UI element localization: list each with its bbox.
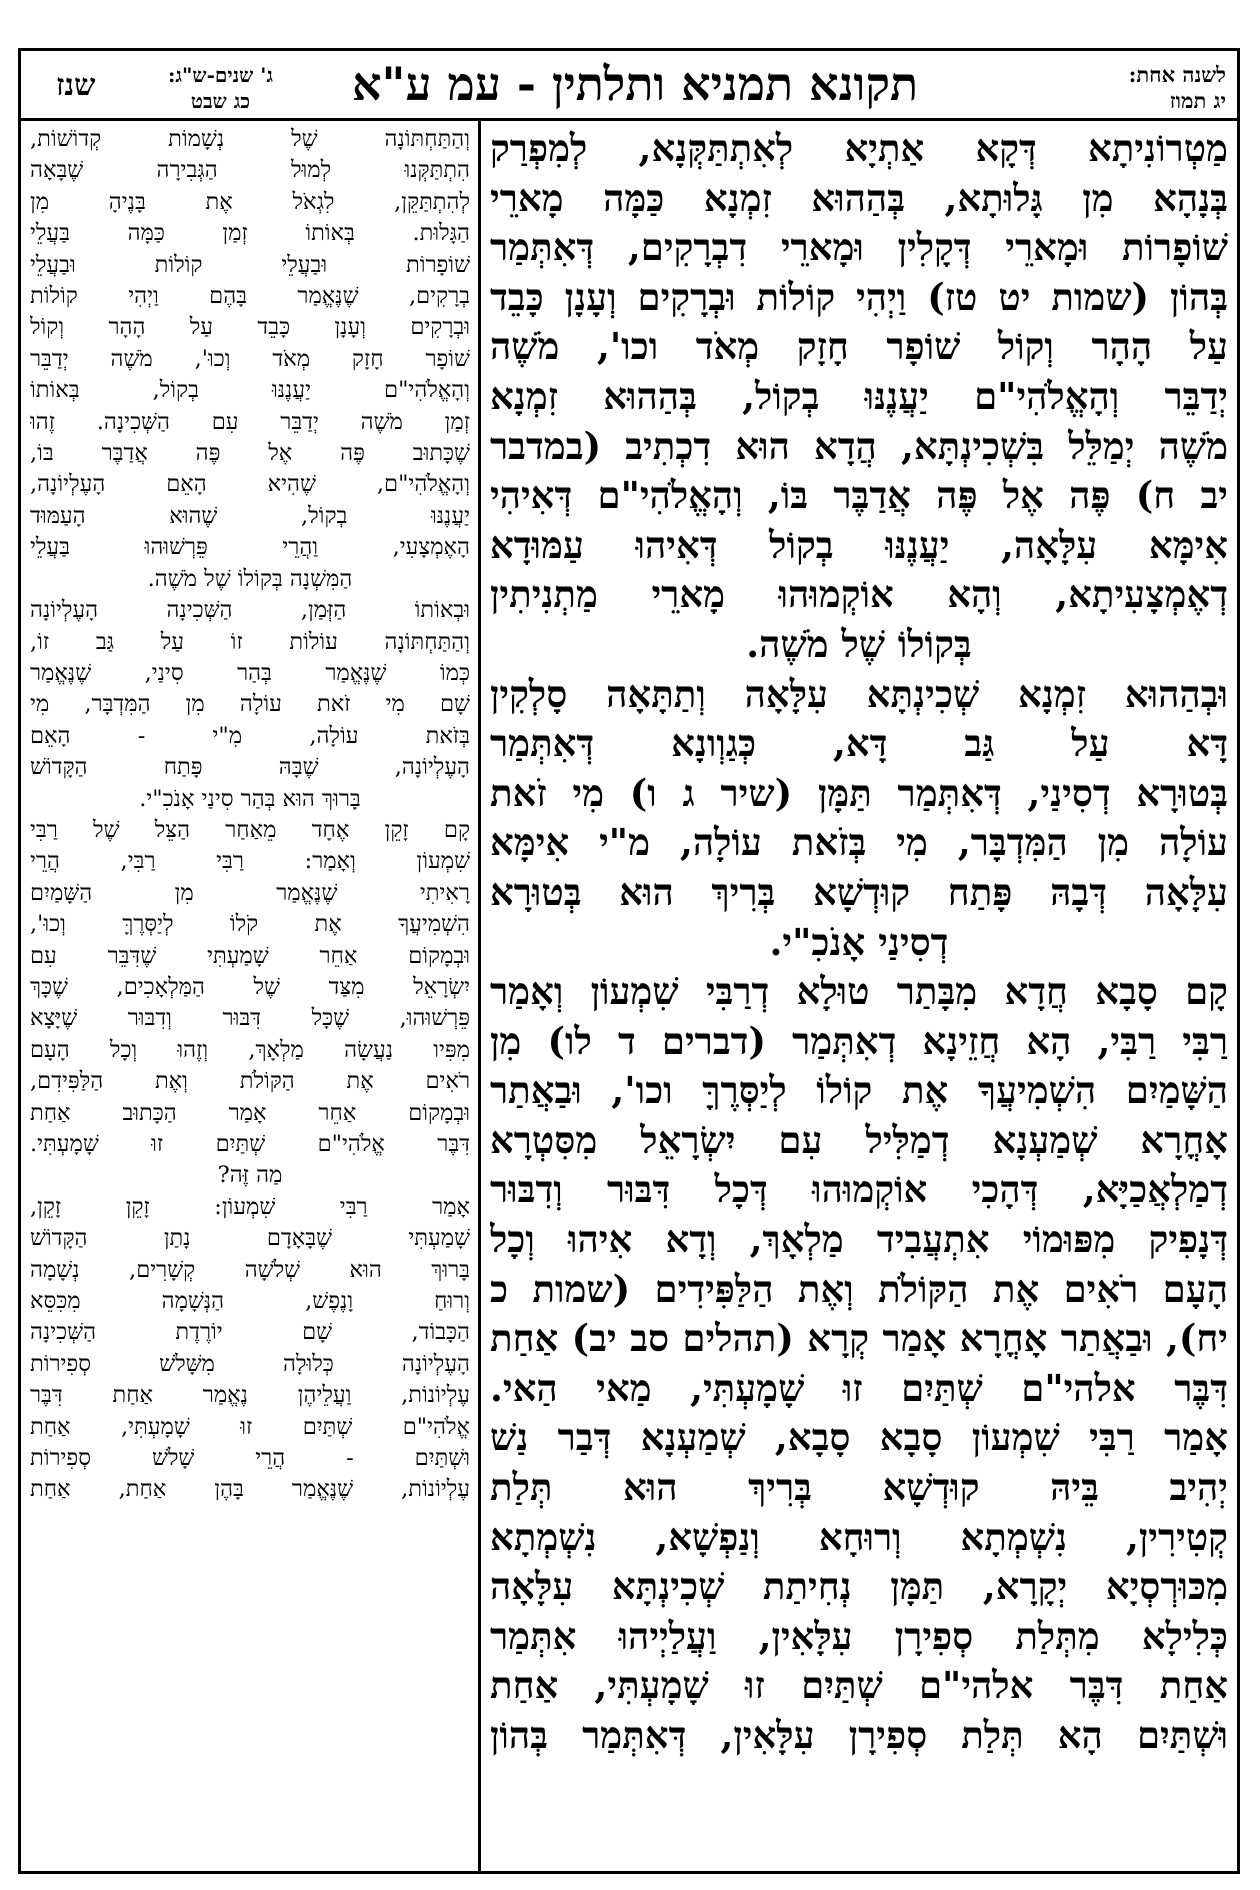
translation-column bbox=[30, 124, 470, 1864]
main-text-line: בְּקוֹלוֹ שֶׁל מֹשֶׁה. bbox=[746, 621, 972, 666]
header-schedule-one-year bbox=[1129, 62, 1226, 114]
header-right-line2: יג תמוז bbox=[1169, 88, 1226, 113]
side-text-line: אָמַר רַבִּי שִׁמְעוֹן: זָקֵן זָקֵן, bbox=[30, 1193, 470, 1220]
side-text-line: דִּבֶּר אֱלֹהִי"ם שְׁתַּיִם זוּ שָׁמָעְתִּי. bbox=[30, 1131, 470, 1157]
header-rule bbox=[18, 118, 1240, 121]
main-text-line: דְסִינַי אָנֹכִ"י. bbox=[769, 919, 949, 964]
header-right-line1: לשנה אחת: bbox=[1128, 62, 1226, 87]
side-text-line: הָעֶלְיוֹנָה כְּלוּלָה מִשָּׁלֹשׁ סְפִירוֹת bbox=[30, 1350, 470, 1377]
main-text-line: אָחֳרָא שְׁמַעְנָא דְמַלִּיל עִם יִשְׂרָאֵל מִסִּטְרָא bbox=[490, 1117, 1228, 1162]
side-text-line: שֶׁכָּתוּב פֶּה אֶל פֶּה אֲדַבֶּר בּוֹ, bbox=[30, 440, 470, 467]
side-text-line: וְהָאֱלֹהִי"ם, שֶׁהִיא הָאֵם הָעֶלְיוֹנָה, bbox=[30, 471, 470, 498]
main-text-line: מֹשֶׁה יְמַלֵּל בִּשְׁכִינְתָּא, הֲדָא הוּא דִכְתִיב (במדבר bbox=[490, 423, 1228, 468]
side-text-line: שׁוֹפָרוֹת וּבַעֲלֵי קוֹלוֹת וּבַעֲלֵי bbox=[30, 251, 470, 278]
side-text-line: יִשְׂרָאֵל מִצַּד שֶׁל הַמַּלְאָכִים, שֶׁכָּךְ bbox=[30, 973, 470, 1000]
main-text-line: דִּבֶּר אלהי"ם שְׁתַּיִם זוּ שָׁמָעְתִּי, מַאי הַאי. bbox=[490, 1365, 1228, 1410]
side-text-line: וּבְמָקוֹם אַחֵר שָׁמַעְתִּי שֶׁדִּבֵּר עִם bbox=[30, 942, 470, 969]
page-title: תקונא תמניא ותלתין - עמ ע"א bbox=[352, 57, 918, 111]
side-text-line: וְרוּחַ וָנֶפֶשׁ, הַנְּשָׁמָה מִכִּסֵּא bbox=[30, 1288, 470, 1315]
side-text-line: בְּזֹאת עוֹלָה, מִ"י - הָאֵם bbox=[30, 722, 470, 749]
side-text-line: שָׁם מִי זֹאת עוֹלָה מִן הַמִּדְבָּר, מִי bbox=[30, 691, 470, 718]
main-text-line: דָּא עַל גַּב דָּא, כְּגַוְונָא דְּאִתְּמַר bbox=[490, 721, 1228, 766]
page-header bbox=[18, 0, 1240, 113]
main-text-line: הָעָם רֹאִים אֶת הַקּוֹלֹת וְאֶת הַלַּפִּידִים (שמות כ bbox=[490, 1266, 1228, 1311]
side-text-line: וּשְׁתַּיִם - הֲרֵי שָׁלֹשׁ סְפִירוֹת bbox=[30, 1445, 470, 1472]
side-text-line: שִׁמְעוֹן וְאָמַר: רַבִּי רַבִּי, הֲרֵי bbox=[30, 848, 470, 875]
side-text-line: בְרָקִים, שֶׁנֶּאֱמַר בָּהֶם וַיְהִי קוֹלוֹת bbox=[30, 283, 470, 310]
main-text-line: יְהִיב בֵּיהּ קוּדְשָׁא בְּרִיךְ הוּא תְּלַת bbox=[490, 1465, 1228, 1510]
side-text-line: שָׁמַעְתִּי שֶׁבָּאָדָם נָתַן הַקָּדוֹשׁ bbox=[30, 1225, 470, 1252]
main-text-column bbox=[490, 124, 1228, 1864]
side-text-line: הָאֶמְצָעִי, וַהֲרֵי פֵּרְשׁוּהוּ בַּעֲלֵי bbox=[30, 534, 470, 561]
main-text-line: הַשָּׁמַיִם הִשְׁמִיעֲךָ אֶת קוֹלוֹ לְיַסְּרֶךָּ וכו', וּבַאֲתַר bbox=[490, 1068, 1228, 1113]
main-text-line: וּשְׁתַּיִם הָא תְּלַת סְפִירָן עִלָּאִין, דְּאִתְּמַר בְּהוֹן bbox=[490, 1713, 1228, 1757]
side-text-line: הִשְׁמִיעֲךָ אֶת קֹלוֹ לְיַסְּרֶךָּ וְכוּ', bbox=[30, 911, 470, 938]
main-text-line: קְטִירִין, נִשְׁמְתָא וְרוּחָא וְנַפְשָׁא, נִשְׁמְתָא bbox=[490, 1514, 1228, 1559]
main-text-line: יח), וּבַאֲתַר אָחֳרָא אָמַר קְרָא (תהלים סב יב) אַחַת bbox=[490, 1316, 1228, 1361]
main-text-line: עִלָּאָה דְּבָהּ פָּתַח קוּדְשָׁא בְּרִיךְ הוּא בְּטוּרָא bbox=[490, 869, 1228, 914]
main-text-line: אַחַת דִּבֶּר אלהי"ם שְׁתַּיִם זוּ שָׁמָעְתִּי, אַחַת bbox=[490, 1663, 1228, 1708]
side-text-line: וּבְאוֹתוֹ הַזְּמַן, הַשְּׁכִינָה הָעֶלְיוֹנָה bbox=[30, 597, 470, 624]
side-text-line: יַעֲנֶנּוּ בְקוֹל, שֶׁהוּא הָעַמּוּד bbox=[30, 502, 470, 529]
side-text-line: בָּרוּךְ הוּא שְׁלֹשָׁה קְשָׁרִים, נְשָׁמָה bbox=[30, 1256, 470, 1283]
main-text-line: מִכּוּרְסְיָא יְקָרָא, תַּמָּן נְחִיתַת שְׁכִינְתָּא עִלָּאָה bbox=[490, 1564, 1228, 1609]
side-text-line: אֱלֹהִי"ם שְׁתַּיִם זוּ שָׁמָעְתִּי, אַחַת bbox=[30, 1413, 470, 1440]
side-text-line: רָאִיתִי שֶׁנֶּאֱמַר מִן הַשָּׁמַיִם bbox=[30, 879, 470, 906]
page-number: שנז bbox=[56, 68, 96, 103]
column-divider bbox=[478, 118, 481, 1874]
side-text-line: שׁוֹפָר חָזָק מְאֹד וְכוּ', מֹשֶׁה יְדַבֵּר bbox=[30, 345, 470, 372]
side-text-line: עֶלְיוֹנוֹת, וַעֲלֵיהֶן נֶאֱמַר אַחַת דִּבֶּר bbox=[30, 1382, 470, 1409]
main-text-line: יב ח) פֶּה אֶל פֶּה אֲדַבֶּר בּוֹ, וְהָאֱלֹהִי"ם דְּאִיהִי bbox=[490, 473, 1228, 518]
main-text-line: בְּהוֹן (שמות יט טז) וַיְהִי קוֹלוֹת וּבְרָקִים וְעָנָן כָּבֵד bbox=[490, 274, 1228, 319]
side-text-line: רֹאִים אֶת הַקּוֹלֹת וְאֶת הַלַּפִּידִם, bbox=[30, 1068, 470, 1095]
main-text-line: קָם סָבָא חֲדָא מִבָּתַר טוּלָא דְרַבִּי שִׁמְעוֹן וְאָמַר bbox=[490, 969, 1228, 1014]
header-left-line1: ג' שנים-ש"ג: bbox=[168, 63, 273, 87]
side-text-line: וְהַתַּחְתּוֹנָה שֶׁל נְשָׁמוֹת קְדוֹשׁוֹת, bbox=[30, 126, 470, 152]
main-text-line: עוֹלָה מִן הַמִּדְבָּר, מִי בְּזֹאת עוֹלָה, מ"י אִימָּא bbox=[490, 820, 1228, 865]
side-text-line: פֵּרְשׁוּהוּ, שֶׁכָּל דִּבּוּר וְדִבּוּר שֶׁיָּצָא bbox=[30, 1005, 470, 1032]
main-text-line: אִימָּא עִלָּאָה, יַעֲנֶנּוּ בְקוֹל דְּאִיהוּ עַמּוּדָא bbox=[490, 522, 1228, 567]
side-text-line: הִתְתַּקְּנוּ לְמוּל הַגְּבִירָה שֶׁבָּאָה bbox=[30, 157, 470, 184]
main-text-line: וּבְהַהוּא זִמְנָא שְׁכִינְתָּא עִלָּאָה וְתַתָּאָה סָלְקִין bbox=[490, 671, 1228, 716]
main-text-line: דְּנָפִיק מִפּוּמוֹי אִתְעֲבִיד מַלְאָךְ, וְדָא אִיהוּ וְכָל bbox=[490, 1217, 1228, 1262]
side-text-line: לְהִתְתַּקֵּן, לִגְאֹל אֶת בָּנֶיהָ מִן bbox=[30, 188, 470, 215]
header-schedule-three-years bbox=[168, 62, 273, 114]
side-text-line: קָם זָקֵן אֶחָד מֵאַחַר הַצֵּל שֶׁל רַבִּי bbox=[30, 816, 470, 843]
side-text-line: הַכָּבוֹד, שָׁם יוֹרֶדֶת הַשְּׁכִינָה bbox=[30, 1319, 470, 1346]
side-text-line: מִפִּיו נַעֲשָׂה מַלְאָךְ, וְזֶהוּ וְכָל הָעָם bbox=[30, 1036, 470, 1063]
side-text-line: זְמַן מֹשֶׁה יְדַבֵּר עִם הַשְּׁכִינָה. זֶהוּ bbox=[30, 408, 470, 435]
main-text-line: דְאֶמְצָעִיתָא, וְהָא אוֹקְמוּהוּ מָארֵי מַתְנִיתִין bbox=[490, 572, 1228, 617]
side-text-line: עֶלְיוֹנוֹת, שֶׁנֶּאֱמַר בָּהֶן אַחַת, אַחַת bbox=[30, 1476, 470, 1503]
side-text-line: כְּמוֹ שֶׁנֶּאֱמַר בְּהַר סִינַי, שֶׁנֶּאֱמַר bbox=[30, 659, 470, 686]
main-text-line: מַטְרוֹנִיתָא דְּקָא אַתְיָא לְאִתְתַּקְּנָא, לְמִפְרַק bbox=[490, 126, 1228, 170]
side-text-line: וּבְרָקִים וְעָנָן כָּבֵד עַל הָהָר וְקוֹל bbox=[30, 314, 470, 341]
side-text-line: וּבְמָקוֹם אַחֵר אָמַר הַכָּתוּב אַחַת bbox=[30, 1099, 470, 1126]
side-text-line: הָעֶלְיוֹנָה, שֶׁבָּהּ פָּתַח הַקָּדוֹשׁ bbox=[30, 754, 470, 781]
main-text-line: רַבִּי רַבִּי, הָא חֲזֵינָא דְאִתְּמַר (דברים ד לו) מִן bbox=[490, 1018, 1228, 1063]
side-text-line: מַה זֶּה? bbox=[217, 1162, 283, 1189]
header-left-line2: כג שבט bbox=[190, 89, 251, 113]
main-text-line: עַל הָהָר וְקוֹל שׁוֹפָר חָזָק מְאֹד וכו', מֹשֶׁה bbox=[490, 324, 1228, 369]
main-text-line: יְדַבֵּר וְהָאֱלֹהִי"ם יַעֲנֶנּוּ בְקוֹל, בְּהַהוּא זִמְנָא bbox=[490, 373, 1228, 418]
main-text-line: בְּטוּרָא דְסִינַי, דְּאִתְּמַר תַּמָּן (שיר ג ו) מִי זֹאת bbox=[490, 770, 1228, 815]
side-text-line: בָּרוּךְ הוּא בְּהַר סִינַי אָנֹכִ"י. bbox=[139, 785, 361, 812]
main-text-line: אָמַר רַבִּי שִׁמְעוֹן סָבָא סָבָא, שְׁמַעְנָא דְּבַר נַשׁ bbox=[490, 1415, 1228, 1460]
side-text-line: הַמִּשְׁנָה בְּקוֹלוֹ שֶׁל מֹשֶׁה. bbox=[147, 565, 353, 592]
side-text-line: וְהַתַּחְתּוֹנָה עוֹלוֹת זוֹ עַל גַּב זוֹ, bbox=[30, 628, 470, 655]
side-text-line: וְהָאֱלֹהִי"ם יַעֲנֶנּוּ בְקוֹל, בְּאוֹתוֹ bbox=[30, 377, 470, 404]
main-text-line: כְּלִילָא מִתְּלַת סְפִירָן עִלָּאִין, וַעֲלַיְיהוּ אִתְּמַר bbox=[490, 1613, 1228, 1658]
main-text-line: דְמַלְאֲכַיָּא, דְּהָכִי אוֹקְמוּהוּ דְּכָל דִּבּוּר וְדִבּוּר bbox=[490, 1167, 1228, 1212]
side-text-line: הַגָּלוּת. בְּאוֹתוֹ זְמַן כַּמָּה בַּעֲלֵי bbox=[30, 220, 470, 247]
main-text-line: בְּנָהָא מִן גָּלוּתָא, בְּהַהוּא זִמְנָא כַּמָּה מָארֵי bbox=[490, 175, 1228, 220]
main-text-line: שׁוֹפָרוֹת וּמָארֵי דְּקָלִין וּמָארֵי דִבְרָקִים, דְּאִתְּמַר bbox=[490, 225, 1228, 270]
